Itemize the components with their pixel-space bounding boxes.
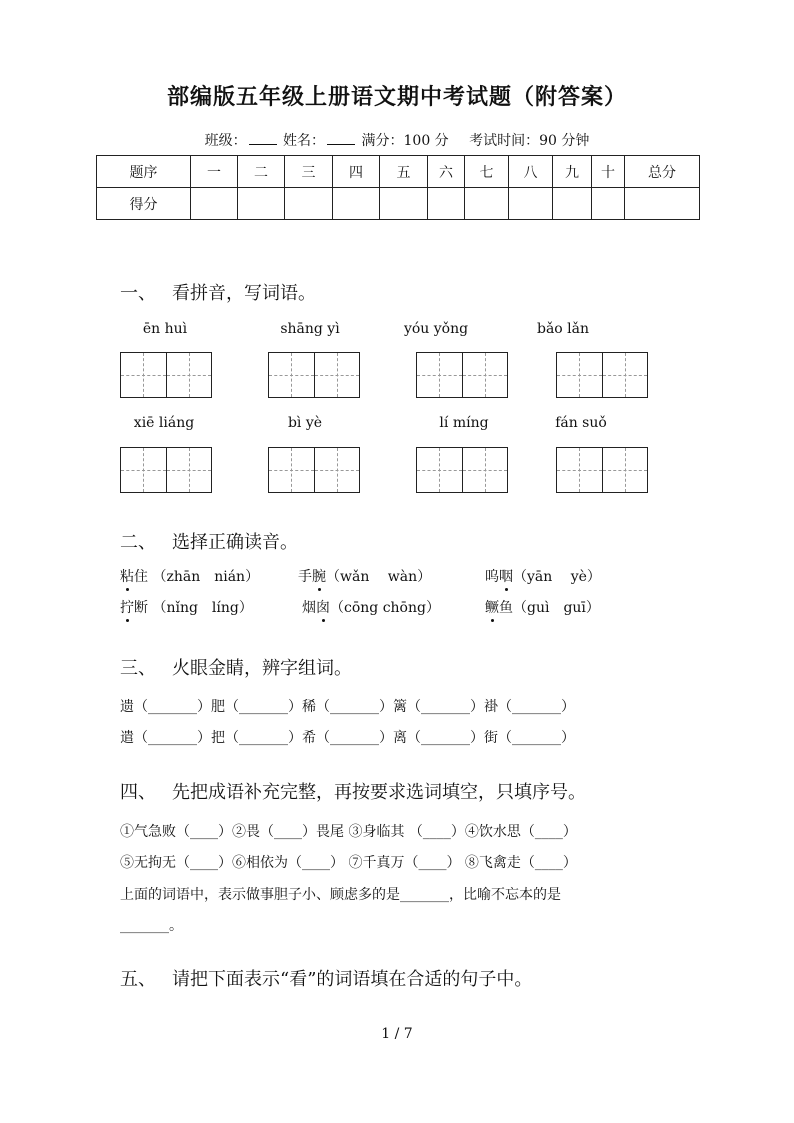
writing-grid[interactable] [556,352,648,398]
score-cell[interactable] [553,188,592,220]
dotted-char: 囱 [316,597,330,617]
header-cell: 七 [465,156,509,188]
section-number: 四、 [120,782,156,803]
reading-options[interactable]: （wǎn wàn） [326,569,432,585]
score-cell[interactable] [285,188,333,220]
reading-item [298,566,431,586]
reading-text: 手 [298,569,312,585]
dotted-char: 咽 [499,566,513,586]
exam-info [0,130,794,150]
reading-options[interactable]: 鱼（guì guī） [499,600,600,616]
exam-time: 考试时间：90 分钟 [469,133,590,149]
score-cell[interactable] [625,188,700,220]
reading-item [485,597,600,617]
page-number: 1 / 7 [381,1026,413,1042]
section-number: 三、 [120,658,156,679]
section-1-heading [120,279,316,305]
row-label: 得分 [97,188,191,220]
header-cell: 六 [428,156,465,188]
idiom-line[interactable]: ①气急败（____）②畏（____）畏尾 ③身临其 （____）④饮水思（____） [120,824,577,840]
section-4-heading [120,778,586,804]
reading-options[interactable]: 住 （zhān nián） [134,569,260,585]
header-cell: 五 [380,156,428,188]
idiom-line[interactable]: ⑤无拘无（____）⑥相依为（____） ⑦千真万（____） ⑧飞禽走（____） [120,855,577,871]
dotted-char: 腕 [312,566,326,586]
word-line[interactable]: 遗（_______）肥（_______）稀（_______）篱（_______）褂（_______） [120,699,575,715]
section-title: 选择正确读音。 [172,532,298,553]
section-number: 一、 [120,283,156,304]
score-cell[interactable] [191,188,238,220]
pinyin-label: lí míng [439,415,489,431]
section-number: 五、 [120,969,156,990]
writing-grid[interactable] [120,447,212,493]
question-line[interactable]: 上面的词语中，表示做事胆子小、顾虑多的是_______，比喻不忘本的是 [120,887,561,903]
dotted-char: 拧 [120,597,134,617]
writing-grid[interactable] [268,447,360,493]
writing-grid[interactable] [268,352,360,398]
score-table-row [97,188,700,220]
section-3-heading [120,654,352,680]
score-table-header [97,156,700,188]
reading-item [302,597,440,617]
word-line[interactable]: 遣（_______）把（_______）希（_______）离（_______）街（_______） [120,730,575,746]
reading-options[interactable]: （yān yè） [513,569,601,585]
score-cell[interactable] [465,188,509,220]
reading-item [120,597,253,617]
header-cell: 十 [592,156,625,188]
reading-options[interactable]: 断 （nǐng líng） [134,600,253,616]
header-cell: 二 [238,156,285,188]
pinyin-label: shāng yì [280,321,340,337]
writing-grid[interactable] [416,352,508,398]
writing-grid[interactable] [120,352,212,398]
header-cell: 总分 [625,156,700,188]
score-cell[interactable] [333,188,380,220]
writing-grid[interactable] [416,447,508,493]
reading-options[interactable]: （cōng chōng） [330,600,440,616]
header-cell: 一 [191,156,238,188]
name-blank[interactable] [327,132,355,145]
section-5-heading [120,965,532,991]
reading-item [120,566,259,586]
writing-grid[interactable] [556,447,648,493]
score-cell[interactable] [428,188,465,220]
score-table [96,155,700,220]
pinyin-label: bǎo lǎn [536,321,590,337]
class-blank[interactable] [249,132,277,145]
section-title: 看拼音，写词语。 [172,283,316,304]
section-2-heading [120,528,298,554]
score-cell[interactable] [592,188,625,220]
full-score: 满分：100 分 [361,133,449,149]
question-line[interactable]: _______。 [120,918,183,934]
section-number: 二、 [120,532,156,553]
pinyin-label: ēn huì [142,321,188,337]
score-cell[interactable] [509,188,553,220]
pinyin-label: bì yè [287,415,323,431]
score-cell[interactable] [238,188,285,220]
score-cell[interactable] [380,188,428,220]
header-cell: 三 [285,156,333,188]
header-cell: 四 [333,156,380,188]
pinyin-label: yóu yǒng [403,321,469,337]
header-cell: 八 [509,156,553,188]
pinyin-label: xiē liáng [133,415,195,431]
reading-item [485,566,601,586]
reading-text: 呜 [485,569,499,585]
section-title: 火眼金睛，辨字组词。 [172,658,352,679]
section-title: 请把下面表示“看”的词语填在合适的句子中。 [172,969,533,990]
name-label: 姓名： [283,133,326,149]
page-title: 部编版五年级上册语文期中考试题（附答案） [166,84,627,110]
dotted-char: 粘 [120,566,134,586]
header-cell: 九 [553,156,592,188]
header-cell: 题序 [97,156,191,188]
pinyin-label: fán suǒ [555,415,607,431]
section-title: 先把成语补充完整，再按要求选词填空，只填序号。 [172,782,586,803]
reading-text: 烟 [302,600,316,616]
dotted-char: 鳜 [485,597,499,617]
class-label: 班级： [204,133,247,149]
